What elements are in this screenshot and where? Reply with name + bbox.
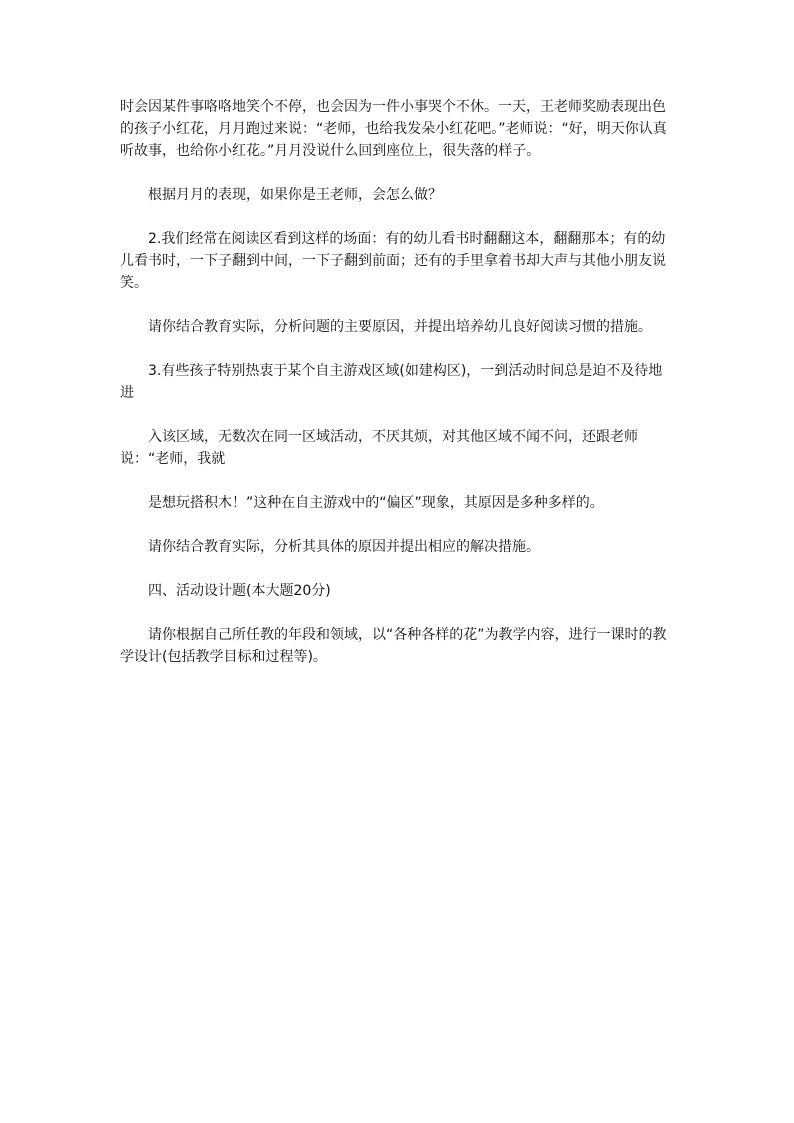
paragraph-case-2: 2.我们经常在阅读区看到这样的场面：有的幼儿看书时翻翻这本，翻翻那本；有的幼儿看书时，一下子翻到中间，一下子翻到前面；还有的手里拿着书却大声与其他小朋友说笑。: [120, 231, 666, 291]
paragraph-story-continuation: 时会因某件事咯咯地笑个不停，也会因为一件小事哭个不休。一天，王老师奖励表现出色的孩子小红花，月月跑过来说：“老师，也给我发朵小红花吧。”老师说：“好，明天你认真听故事，也给你小红花。”月月没说什么回到座位上，很失落的样子。: [120, 99, 667, 159]
paragraph-case-3-part-3: 是想玩搭积木！”这种在自主游戏中的“偏区”现象，其原因是多种多样的。: [148, 495, 604, 511]
document-body: [120, 96, 668, 690]
paragraph-question-3: 请你结合教育实际，分析其具体的原因并提出相应的解决措施。: [148, 539, 540, 555]
paragraph-case-3-part-2: 入该区域，无数次在同一区域活动，不厌其烦，对其他区域不闻不问，还跟老师说：“老师，我就: [120, 429, 638, 467]
section-heading-activity-design: 四、活动设计题(本大题20分): [148, 583, 331, 599]
paragraph-activity-design-task: 请你根据自己所任教的年段和领域，以“各种各样的花”为教学内容，进行一课时的教学设计(包括教学目标和过程等)。: [120, 627, 667, 665]
paragraph-case-3-part-1: 3.有些孩子特别热衷于某个自主游戏区域(如建构区)，一到活动时间总是迫不及待地进: [120, 363, 663, 401]
paragraph-question-2: 请你结合教育实际，分析问题的主要原因，并提出培养幼儿良好阅读习惯的措施。: [148, 319, 652, 335]
paragraph-question-1: 根据月月的表现，如果你是王老师，会怎么做？: [148, 187, 442, 203]
